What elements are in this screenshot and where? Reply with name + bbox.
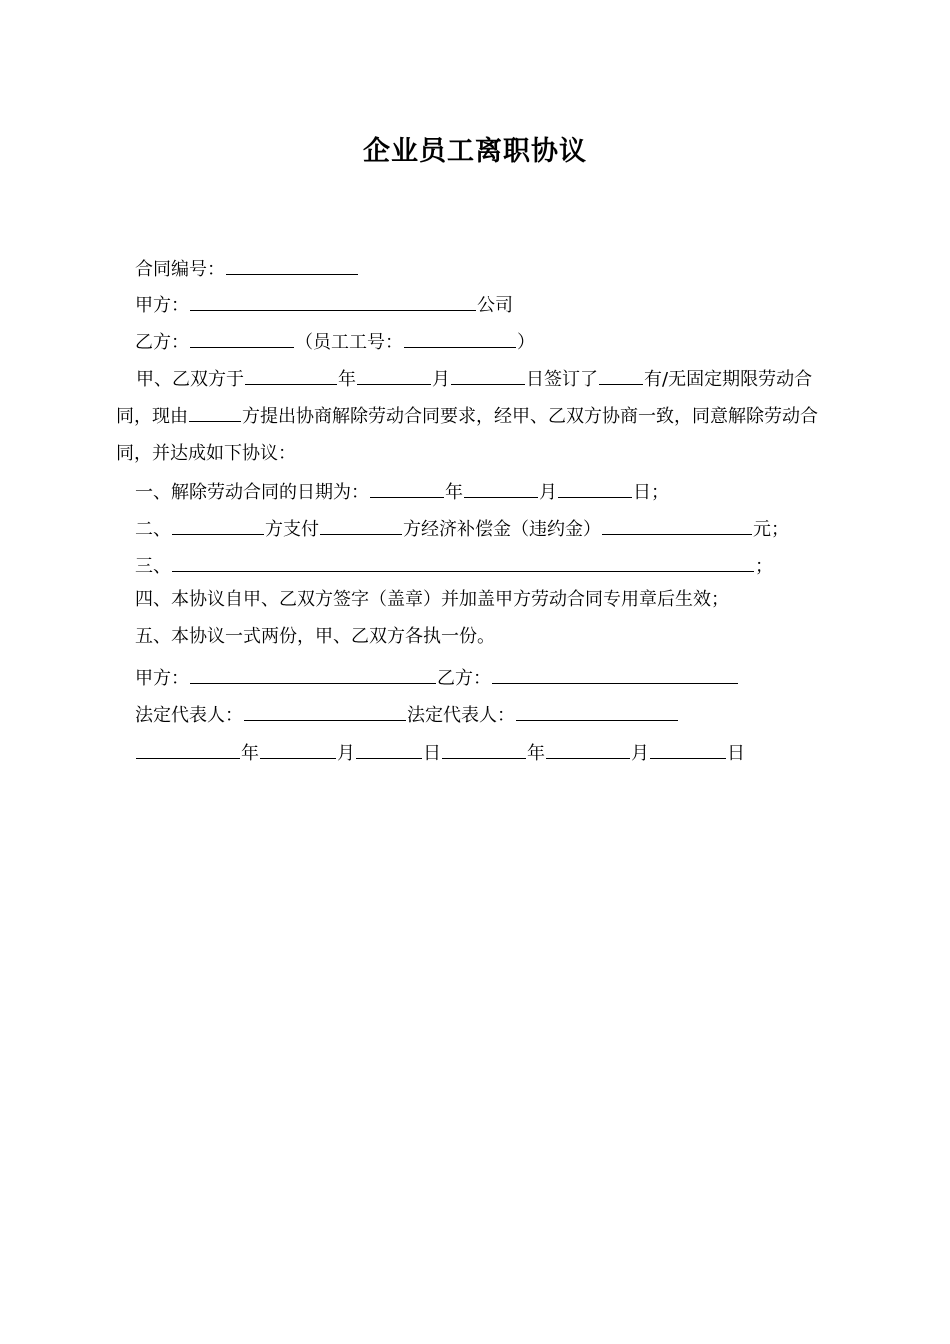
clause-2-prefix: 二、 bbox=[135, 519, 171, 540]
intro-paragraph bbox=[116, 361, 838, 472]
sign-a-month-label: 月 bbox=[337, 743, 355, 764]
employee-id-blank[interactable] bbox=[404, 325, 516, 348]
sign-a-year-label: 年 bbox=[241, 743, 259, 764]
party-b-blank[interactable] bbox=[190, 325, 294, 348]
clause-1-month-label: 月 bbox=[539, 482, 557, 503]
party-a-suffix: 公司 bbox=[477, 295, 513, 316]
rep-b-label: 法定代表人： bbox=[407, 705, 515, 726]
contract-number-blank[interactable] bbox=[226, 252, 358, 275]
clause-1 bbox=[135, 475, 669, 506]
clause-2-text-2: 方经济补偿金（违约金） bbox=[403, 519, 601, 540]
intro-text-2: 日签订了 bbox=[526, 369, 598, 390]
clause-3-prefix: 三、 bbox=[135, 556, 171, 577]
signature-party-b-label: 乙方： bbox=[437, 668, 491, 689]
rep-b-blank[interactable] bbox=[516, 698, 678, 721]
intro-text-4: 方提出协商解除劳动合同要求，经甲、乙双方协商一致，同意解除劳动合同，并达成如下协议： bbox=[116, 406, 818, 464]
signature-party-b-blank[interactable] bbox=[492, 661, 738, 684]
sign-b-month-blank[interactable] bbox=[546, 736, 630, 759]
sign-a-year-blank[interactable] bbox=[136, 736, 240, 759]
signature-parties-line bbox=[135, 661, 739, 692]
proposing-party-blank[interactable] bbox=[189, 399, 241, 422]
sign-b-year-blank[interactable] bbox=[442, 736, 526, 759]
party-b-label: 乙方： bbox=[135, 332, 189, 353]
legal-representative-line bbox=[135, 698, 679, 729]
contract-number-line bbox=[135, 252, 359, 283]
rep-a-blank[interactable] bbox=[244, 698, 406, 721]
clause-3-end: ； bbox=[755, 556, 773, 577]
employee-id-open: （员工工号： bbox=[295, 332, 403, 353]
clause-2-text-1: 方支付 bbox=[265, 519, 319, 540]
clause-3 bbox=[135, 549, 773, 580]
intro-year-blank[interactable] bbox=[245, 362, 337, 385]
signature-party-a-blank[interactable] bbox=[190, 661, 436, 684]
clause-1-day-blank[interactable] bbox=[558, 475, 632, 498]
clause-2 bbox=[135, 512, 789, 543]
party-a-label: 甲方： bbox=[135, 295, 189, 316]
intro-day-blank[interactable] bbox=[451, 362, 525, 385]
clause-1-year-label: 年 bbox=[445, 482, 463, 503]
intro-year-label: 年 bbox=[338, 369, 356, 390]
contract-number-label: 合同编号： bbox=[135, 259, 225, 280]
intro-month-blank[interactable] bbox=[357, 362, 431, 385]
clause-2-text-3: 元； bbox=[753, 519, 789, 540]
sign-b-day-blank[interactable] bbox=[650, 736, 726, 759]
sign-b-year-label: 年 bbox=[527, 743, 545, 764]
party-a-blank[interactable] bbox=[190, 288, 476, 311]
intro-text-3: 有/无固定期限劳动合同，现由 bbox=[116, 369, 813, 427]
signature-date-line bbox=[135, 736, 745, 767]
clause-1-year-blank[interactable] bbox=[370, 475, 444, 498]
intro-text-1: 甲、乙双方于 bbox=[136, 369, 244, 390]
intro-month-label: 月 bbox=[432, 369, 450, 390]
clause-5: 五、本协议一式两份，甲、乙双方各执一份。 bbox=[135, 626, 495, 647]
paying-party-blank[interactable] bbox=[172, 512, 264, 535]
compensation-amount-blank[interactable] bbox=[602, 512, 752, 535]
clause-4: 四、本协议自甲、乙双方签字（盖章）并加盖甲方劳动合同专用章后生效； bbox=[135, 589, 729, 610]
sign-a-day-label: 日 bbox=[423, 743, 441, 764]
clause-1-month-blank[interactable] bbox=[464, 475, 538, 498]
contract-type-blank[interactable] bbox=[599, 362, 643, 385]
employee-id-close: ） bbox=[517, 332, 535, 353]
receiving-party-blank[interactable] bbox=[320, 512, 402, 535]
sign-b-day-label: 日 bbox=[727, 743, 745, 764]
rep-a-label: 法定代表人： bbox=[135, 705, 243, 726]
sign-b-month-label: 月 bbox=[631, 743, 649, 764]
clause-1-day-label: 日； bbox=[633, 482, 669, 503]
party-a-line bbox=[135, 288, 513, 319]
signature-party-a-label: 甲方： bbox=[135, 668, 189, 689]
party-b-line bbox=[135, 325, 535, 356]
clause-1-prefix: 一、解除劳动合同的日期为： bbox=[135, 482, 369, 503]
document-title: 企业员工离职协议 bbox=[363, 136, 587, 167]
sign-a-day-blank[interactable] bbox=[356, 736, 422, 759]
clause-3-blank[interactable] bbox=[172, 549, 754, 572]
sign-a-month-blank[interactable] bbox=[260, 736, 336, 759]
